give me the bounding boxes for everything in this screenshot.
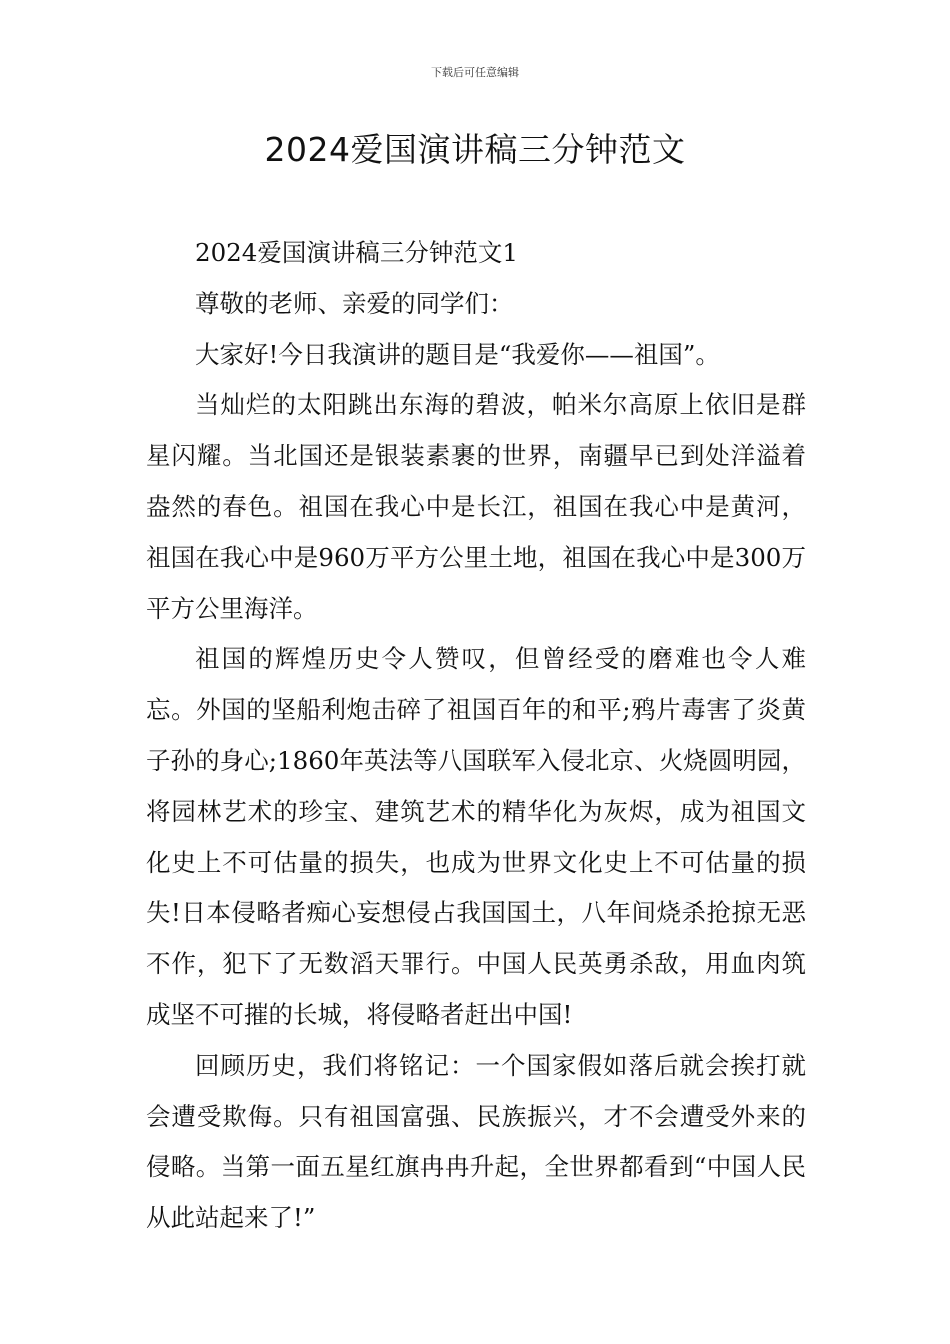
document-title: 2024爱国演讲稿三分钟范文: [264, 130, 686, 169]
salutation: 尊敬的老师、亲爱的同学们：: [195, 288, 514, 318]
document-body: [146, 228, 806, 1244]
body-paragraph: 祖国的辉煌历史令人赞叹，但曾经受的磨难也令人难忘。外国的坚船利炮击碎了祖国百年的和平;鸦片毒害了炎黄子孙的身心;1860年英法等八国联军入侵北京、火烧圆明园，将园林艺术的珍宝、建筑艺术的精华化为灰烬，成为祖国文化史上不可估量的损失，也成为世界文化史上不可估量的损失!日本侵略者痴心妄想侵占我国国土，八年间烧杀抢掠无恶不作，犯下了无数滔天罪行。中国人民英勇杀敌，用血肉筑成坚不可摧的长城，将侵略者赶出中国!: [146, 644, 806, 1029]
greeting-paragraph: 大家好!今日我演讲的题目是“我爱你——祖国”。: [195, 339, 720, 369]
section-heading: 2024爱国演讲稿三分钟范文1: [195, 238, 518, 267]
body-paragraph: 当灿烂的太阳跳出东海的碧波，帕米尔高原上依旧是群星闪耀。当北国还是银装素裹的世界，南疆早已到处洋溢着盎然的春色。祖国在我心中是长江，祖国在我心中是黄河，祖国在我心中是960万平方公里土地，祖国在我心中是300万平方公里海洋。: [146, 390, 806, 623]
body-paragraph: 回顾历史，我们将铭记：一个国家假如落后就会挨打就会遭受欺侮。只有祖国富强、民族振兴，才不会遭受外来的侵略。当第一面五星红旗冉冉升起，全世界都看到“中国人民从此站起来了!”: [146, 1050, 806, 1233]
header-note: 下载后可任意编辑: [431, 66, 519, 79]
